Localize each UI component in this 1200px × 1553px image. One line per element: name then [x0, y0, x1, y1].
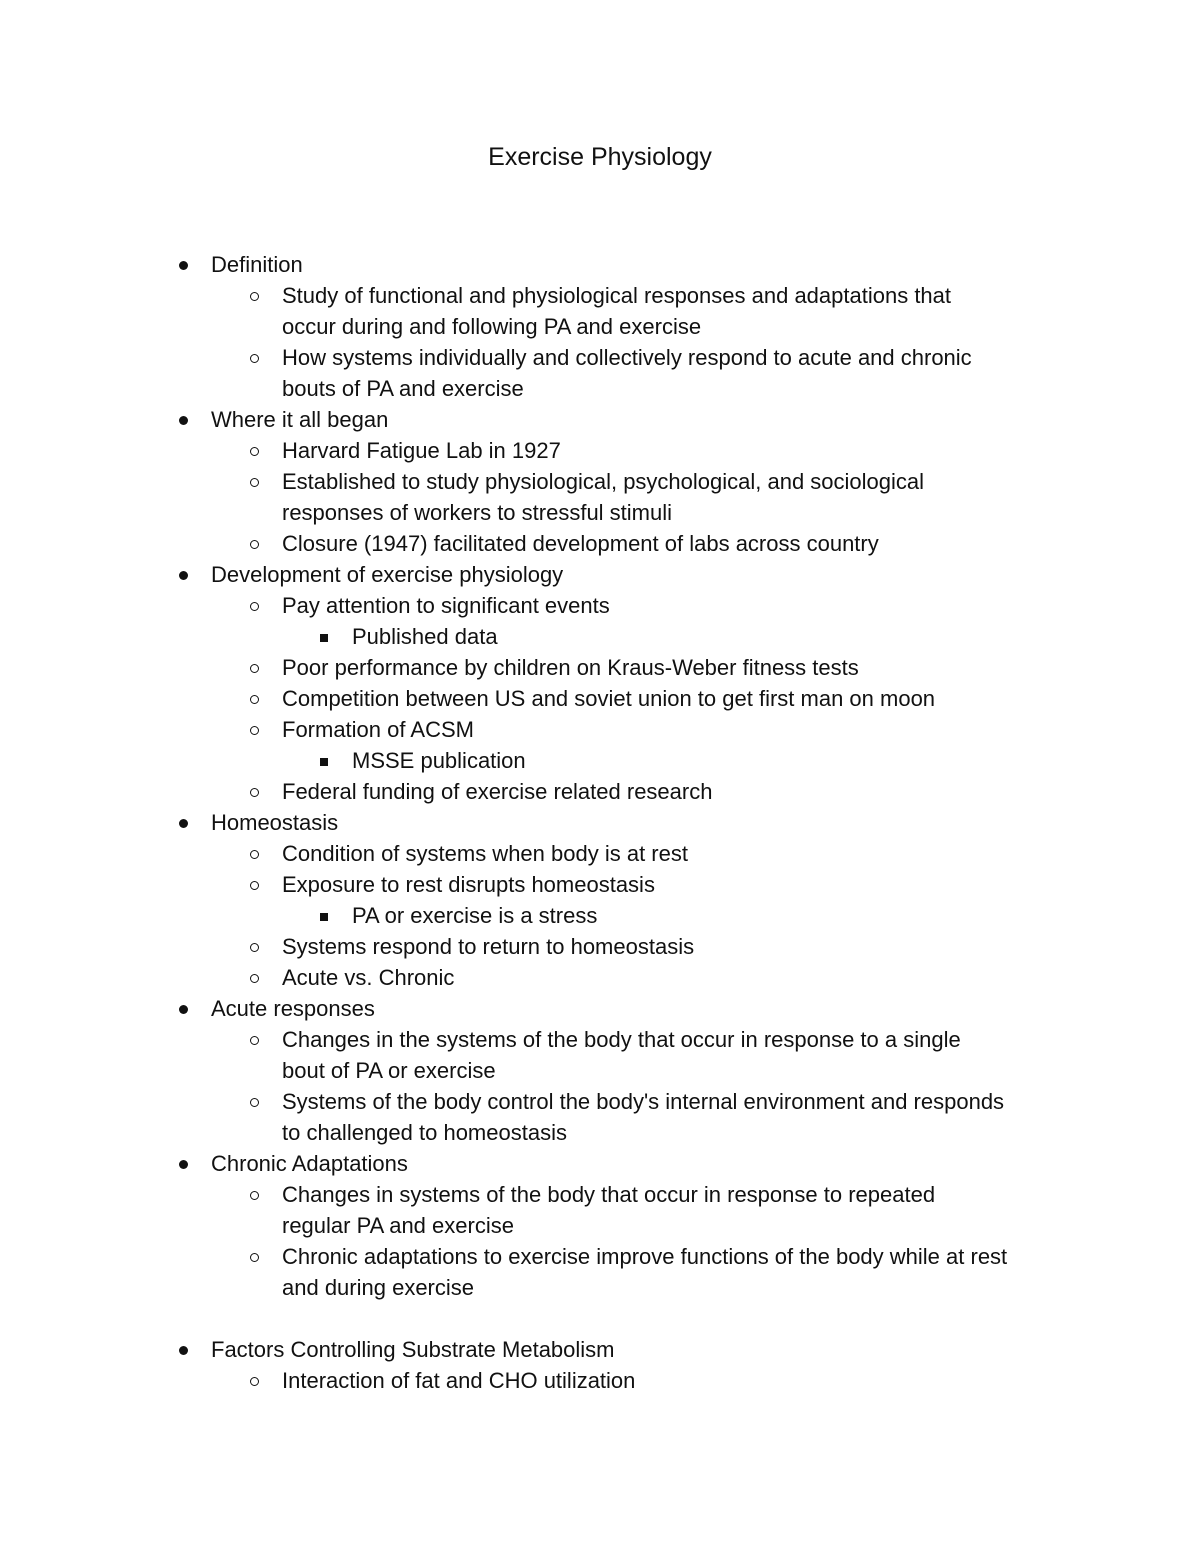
filled-dot-bullet-icon — [179, 261, 188, 270]
list-item-text: MSSE publication — [352, 748, 526, 773]
filled-dot-bullet-icon — [179, 416, 188, 425]
list-item-text: Federal funding of exercise related research — [282, 779, 713, 804]
filled-dot-bullet-icon — [179, 1005, 188, 1014]
list-item-text: Exposure to rest disrupts homeostasis — [282, 872, 655, 897]
filled-dot-bullet-icon — [179, 819, 188, 828]
list-item — [0, 838, 1200, 869]
list-item-text: Systems of the body control the body's internal environment and responds — [282, 1089, 1005, 1114]
list-item-text: occur during and following PA and exercise — [282, 314, 702, 339]
list-item-text: regular PA and exercise — [282, 1213, 514, 1238]
filled-dot-bullet-icon — [179, 1160, 188, 1169]
list-item — [0, 931, 1200, 962]
list-item-text: bout of PA or exercise — [282, 1058, 496, 1083]
hollow-circle-bullet-icon — [250, 478, 259, 487]
list-item — [0, 559, 1200, 590]
hollow-circle-bullet-icon — [250, 726, 259, 735]
filled-square-bullet-icon — [320, 634, 328, 642]
list-item-text: Chronic Adaptations — [211, 1151, 408, 1176]
list-item — [0, 993, 1200, 1024]
list-item — [0, 621, 1200, 652]
list-item-text: Published data — [352, 624, 498, 649]
list-item — [0, 1148, 1200, 1179]
list-item-text: bouts of PA and exercise — [282, 376, 524, 401]
list-item-text: Established to study physiological, psychological, and sociological — [282, 469, 925, 494]
list-item-text: Study of functional and physiological responses and adaptations that — [282, 283, 952, 308]
list-item — [0, 807, 1200, 838]
list-item — [0, 683, 1200, 714]
list-item-text: responses of workers to stressful stimuli — [282, 500, 673, 525]
list-item-text: Factors Controlling Substrate Metabolism — [211, 1337, 615, 1362]
list-item-text: to challenged to homeostasis — [282, 1120, 567, 1145]
list-item — [0, 776, 1200, 807]
list-item-text: Formation of ACSM — [282, 717, 474, 742]
list-item — [0, 900, 1200, 931]
hollow-circle-bullet-icon — [250, 292, 259, 301]
list-item-text: Condition of systems when body is at rest — [282, 841, 688, 866]
list-item — [0, 1334, 1200, 1365]
list-item — [0, 1179, 1200, 1210]
hollow-circle-bullet-icon — [250, 1036, 259, 1045]
list-item-text: PA or exercise is a stress — [352, 903, 598, 928]
list-item — [0, 1086, 1200, 1117]
list-item-text: How systems individually and collectively respond to acute and chronic — [282, 345, 972, 370]
hollow-circle-bullet-icon — [250, 850, 259, 859]
list-item-text: Acute responses — [211, 996, 375, 1021]
hollow-circle-bullet-icon — [250, 664, 259, 673]
list-item — [0, 342, 1200, 373]
hollow-circle-bullet-icon — [250, 1253, 259, 1262]
list-item — [0, 714, 1200, 745]
list-item-text: Homeostasis — [211, 810, 339, 835]
filled-dot-bullet-icon — [179, 1346, 188, 1355]
hollow-circle-bullet-icon — [250, 602, 259, 611]
hollow-circle-bullet-icon — [250, 1191, 259, 1200]
filled-dot-bullet-icon — [179, 571, 188, 580]
list-item — [0, 590, 1200, 621]
list-item — [0, 280, 1200, 311]
list-item-text: Pay attention to significant events — [282, 593, 610, 618]
list-item — [0, 652, 1200, 683]
list-item-continuation — [0, 311, 1200, 342]
list-item — [0, 1241, 1200, 1272]
list-item-continuation — [0, 1055, 1200, 1086]
list-item-text: Where it all began — [211, 407, 389, 432]
list-item-text: Chronic adaptations to exercise improve functions of the body while at rest — [282, 1244, 1008, 1269]
page-title: Exercise Physiology — [488, 143, 712, 171]
hollow-circle-bullet-icon — [250, 881, 259, 890]
list-item-text: Systems respond to return to homeostasis — [282, 934, 695, 959]
list-item-text: Development of exercise physiology — [211, 562, 564, 587]
list-item-text: and during exercise — [282, 1275, 475, 1300]
list-item — [0, 869, 1200, 900]
list-item-text: Interaction of fat and CHO utilization — [282, 1368, 636, 1393]
hollow-circle-bullet-icon — [250, 695, 259, 704]
list-item — [0, 528, 1200, 559]
filled-square-bullet-icon — [320, 913, 328, 921]
list-item-continuation — [0, 1210, 1200, 1241]
list-item-continuation — [0, 1272, 1200, 1303]
hollow-circle-bullet-icon — [250, 788, 259, 797]
list-item-text: Harvard Fatigue Lab in 1927 — [282, 438, 561, 463]
list-item-text: Closure (1947) facilitated development of labs across country — [282, 531, 879, 556]
list-item — [0, 435, 1200, 466]
hollow-circle-bullet-icon — [250, 1098, 259, 1107]
list-item-continuation — [0, 497, 1200, 528]
list-item-text: Competition between US and soviet union to get first man on moon — [282, 686, 936, 711]
list-item — [0, 1024, 1200, 1055]
hollow-circle-bullet-icon — [250, 974, 259, 983]
hollow-circle-bullet-icon — [250, 943, 259, 952]
hollow-circle-bullet-icon — [250, 447, 259, 456]
list-item-text: Changes in the systems of the body that occur in response to a single — [282, 1027, 961, 1052]
list-item-continuation — [0, 1117, 1200, 1148]
list-item — [0, 962, 1200, 993]
list-item — [0, 404, 1200, 435]
hollow-circle-bullet-icon — [250, 354, 259, 363]
notes-outline — [0, 249, 1200, 1396]
list-item — [0, 745, 1200, 776]
list-item — [0, 249, 1200, 280]
list-item-text: Definition — [211, 252, 303, 277]
hollow-circle-bullet-icon — [250, 1377, 259, 1386]
list-item-text: Changes in systems of the body that occur in response to repeated — [282, 1182, 936, 1207]
list-item-text: Poor performance by children on Kraus-Weber fitness tests — [282, 655, 859, 680]
list-item-continuation — [0, 373, 1200, 404]
hollow-circle-bullet-icon — [250, 540, 259, 549]
filled-square-bullet-icon — [320, 758, 328, 766]
list-item-text: Acute vs. Chronic — [282, 965, 455, 990]
list-item — [0, 1365, 1200, 1396]
list-item — [0, 466, 1200, 497]
